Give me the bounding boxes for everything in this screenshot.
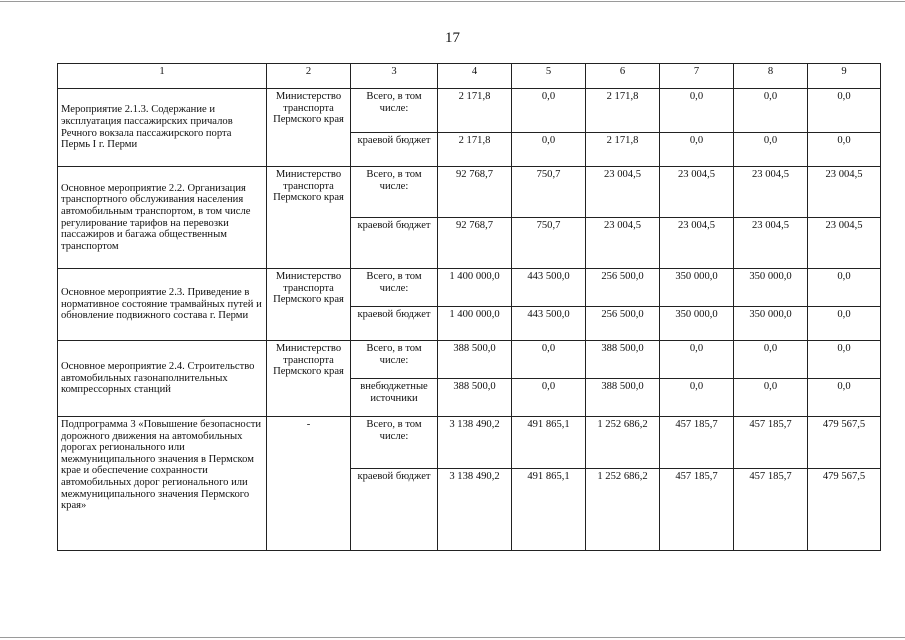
- table-row: [58, 167, 881, 218]
- value-cell: 457 185,7: [734, 469, 808, 551]
- ministry-cell: -: [267, 417, 351, 551]
- value-cell: 2 171,8: [586, 89, 660, 133]
- value-cell: 0,0: [660, 133, 734, 167]
- value-cell: 0,0: [734, 379, 808, 417]
- value-cell: 0,0: [808, 307, 881, 341]
- activity-name-cell: Основное мероприятие 2.3. Приведение в нормативное состояние трамвайных путей и обновление подвижного состава г. Перми: [58, 269, 267, 341]
- value-cell: 479 567,5: [808, 417, 881, 469]
- value-cell: 491 865,1: [512, 469, 586, 551]
- table-row: [58, 269, 881, 307]
- header-cell: 6: [586, 64, 660, 89]
- source-cell: краевой бюджет: [351, 307, 438, 341]
- activity-name-cell: Основное мероприятие 2.2. Организация транспортного обслуживания населения автомобильным транспортом, в том числе регулирование тарифов на перевозки пассажиров и багажа общественным транспортом: [58, 167, 267, 269]
- value-cell: 0,0: [660, 379, 734, 417]
- source-cell: краевой бюджет: [351, 469, 438, 551]
- value-cell: 0,0: [512, 89, 586, 133]
- header-cell: 1: [58, 64, 267, 89]
- page-number: 17: [445, 30, 460, 46]
- value-cell: 1 252 686,2: [586, 469, 660, 551]
- header-cell: 9: [808, 64, 881, 89]
- value-cell: 256 500,0: [586, 307, 660, 341]
- value-cell: 3 138 490,2: [438, 417, 512, 469]
- activity-name-cell: Основное мероприятие 2.4. Строительство автомобильных газонаполнительных компрессорных станций: [58, 341, 267, 417]
- value-cell: 750,7: [512, 218, 586, 269]
- value-cell: 23 004,5: [660, 218, 734, 269]
- scan-edge-bottom: [0, 637, 905, 638]
- header-row: [58, 64, 881, 89]
- header-cell: 7: [660, 64, 734, 89]
- value-cell: 23 004,5: [734, 167, 808, 218]
- value-cell: 443 500,0: [512, 269, 586, 307]
- value-cell: 750,7: [512, 167, 586, 218]
- value-cell: 388 500,0: [438, 341, 512, 379]
- ministry-cell: Министерство транспорта Пермского края: [267, 89, 351, 167]
- value-cell: 23 004,5: [660, 167, 734, 218]
- scan-edge-top: [0, 1, 905, 2]
- value-cell: 3 138 490,2: [438, 469, 512, 551]
- header-cell: 2: [267, 64, 351, 89]
- value-cell: 350 000,0: [660, 307, 734, 341]
- value-cell: 388 500,0: [438, 379, 512, 417]
- source-cell: Всего, в том числе:: [351, 89, 438, 133]
- value-cell: 0,0: [512, 341, 586, 379]
- source-cell: Всего, в том числе:: [351, 417, 438, 469]
- value-cell: 23 004,5: [808, 218, 881, 269]
- value-cell: 0,0: [734, 133, 808, 167]
- budget-table: [57, 63, 881, 551]
- value-cell: 2 171,8: [438, 89, 512, 133]
- value-cell: 350 000,0: [660, 269, 734, 307]
- value-cell: 388 500,0: [586, 341, 660, 379]
- value-cell: 23 004,5: [808, 167, 881, 218]
- header-cell: 8: [734, 64, 808, 89]
- activity-name-cell: Мероприятие 2.1.3. Содержание и эксплуатация пассажирских причалов Речного вокзала пассажирского порта Пермь I г. Перми: [58, 89, 267, 167]
- value-cell: 457 185,7: [660, 417, 734, 469]
- header-cell: 3: [351, 64, 438, 89]
- source-cell: Всего, в том числе:: [351, 341, 438, 379]
- header-cell: 4: [438, 64, 512, 89]
- value-cell: 0,0: [660, 341, 734, 379]
- source-cell: краевой бюджет: [351, 133, 438, 167]
- value-cell: 443 500,0: [512, 307, 586, 341]
- value-cell: 350 000,0: [734, 307, 808, 341]
- value-cell: 0,0: [808, 89, 881, 133]
- value-cell: 0,0: [660, 89, 734, 133]
- value-cell: 0,0: [734, 89, 808, 133]
- value-cell: 457 185,7: [734, 417, 808, 469]
- value-cell: 0,0: [512, 379, 586, 417]
- value-cell: 0,0: [734, 341, 808, 379]
- table-row: [58, 341, 881, 379]
- value-cell: 0,0: [808, 379, 881, 417]
- value-cell: 2 171,8: [438, 133, 512, 167]
- table-row: [58, 417, 881, 469]
- ministry-cell: Министерство транспорта Пермского края: [267, 167, 351, 269]
- source-cell: внебюджетные источники: [351, 379, 438, 417]
- ministry-cell: Министерство транспорта Пермского края: [267, 269, 351, 341]
- value-cell: 350 000,0: [734, 269, 808, 307]
- value-cell: 479 567,5: [808, 469, 881, 551]
- value-cell: 23 004,5: [586, 167, 660, 218]
- table-row: [58, 89, 881, 133]
- source-cell: Всего, в том числе:: [351, 167, 438, 218]
- value-cell: 92 768,7: [438, 167, 512, 218]
- source-cell: краевой бюджет: [351, 218, 438, 269]
- value-cell: 0,0: [808, 269, 881, 307]
- value-cell: 0,0: [512, 133, 586, 167]
- value-cell: 1 400 000,0: [438, 269, 512, 307]
- activity-name-cell: Подпрограмма 3 «Повышение безопасности дорожного движения на автомобильных дорогах регионального или межмуниципального значения в Пермском крае и обеспечение сохранности автомобильных дорог регионального или межмуниципального значения Пермского края»: [58, 417, 267, 551]
- value-cell: 457 185,7: [660, 469, 734, 551]
- value-cell: 388 500,0: [586, 379, 660, 417]
- value-cell: 1 252 686,2: [586, 417, 660, 469]
- value-cell: 92 768,7: [438, 218, 512, 269]
- source-cell: Всего, в том числе:: [351, 269, 438, 307]
- value-cell: 256 500,0: [586, 269, 660, 307]
- value-cell: 23 004,5: [586, 218, 660, 269]
- value-cell: 0,0: [808, 133, 881, 167]
- value-cell: 491 865,1: [512, 417, 586, 469]
- value-cell: 0,0: [808, 341, 881, 379]
- value-cell: 2 171,8: [586, 133, 660, 167]
- value-cell: 23 004,5: [734, 218, 808, 269]
- value-cell: 1 400 000,0: [438, 307, 512, 341]
- header-cell: 5: [512, 64, 586, 89]
- ministry-cell: Министерство транспорта Пермского края: [267, 341, 351, 417]
